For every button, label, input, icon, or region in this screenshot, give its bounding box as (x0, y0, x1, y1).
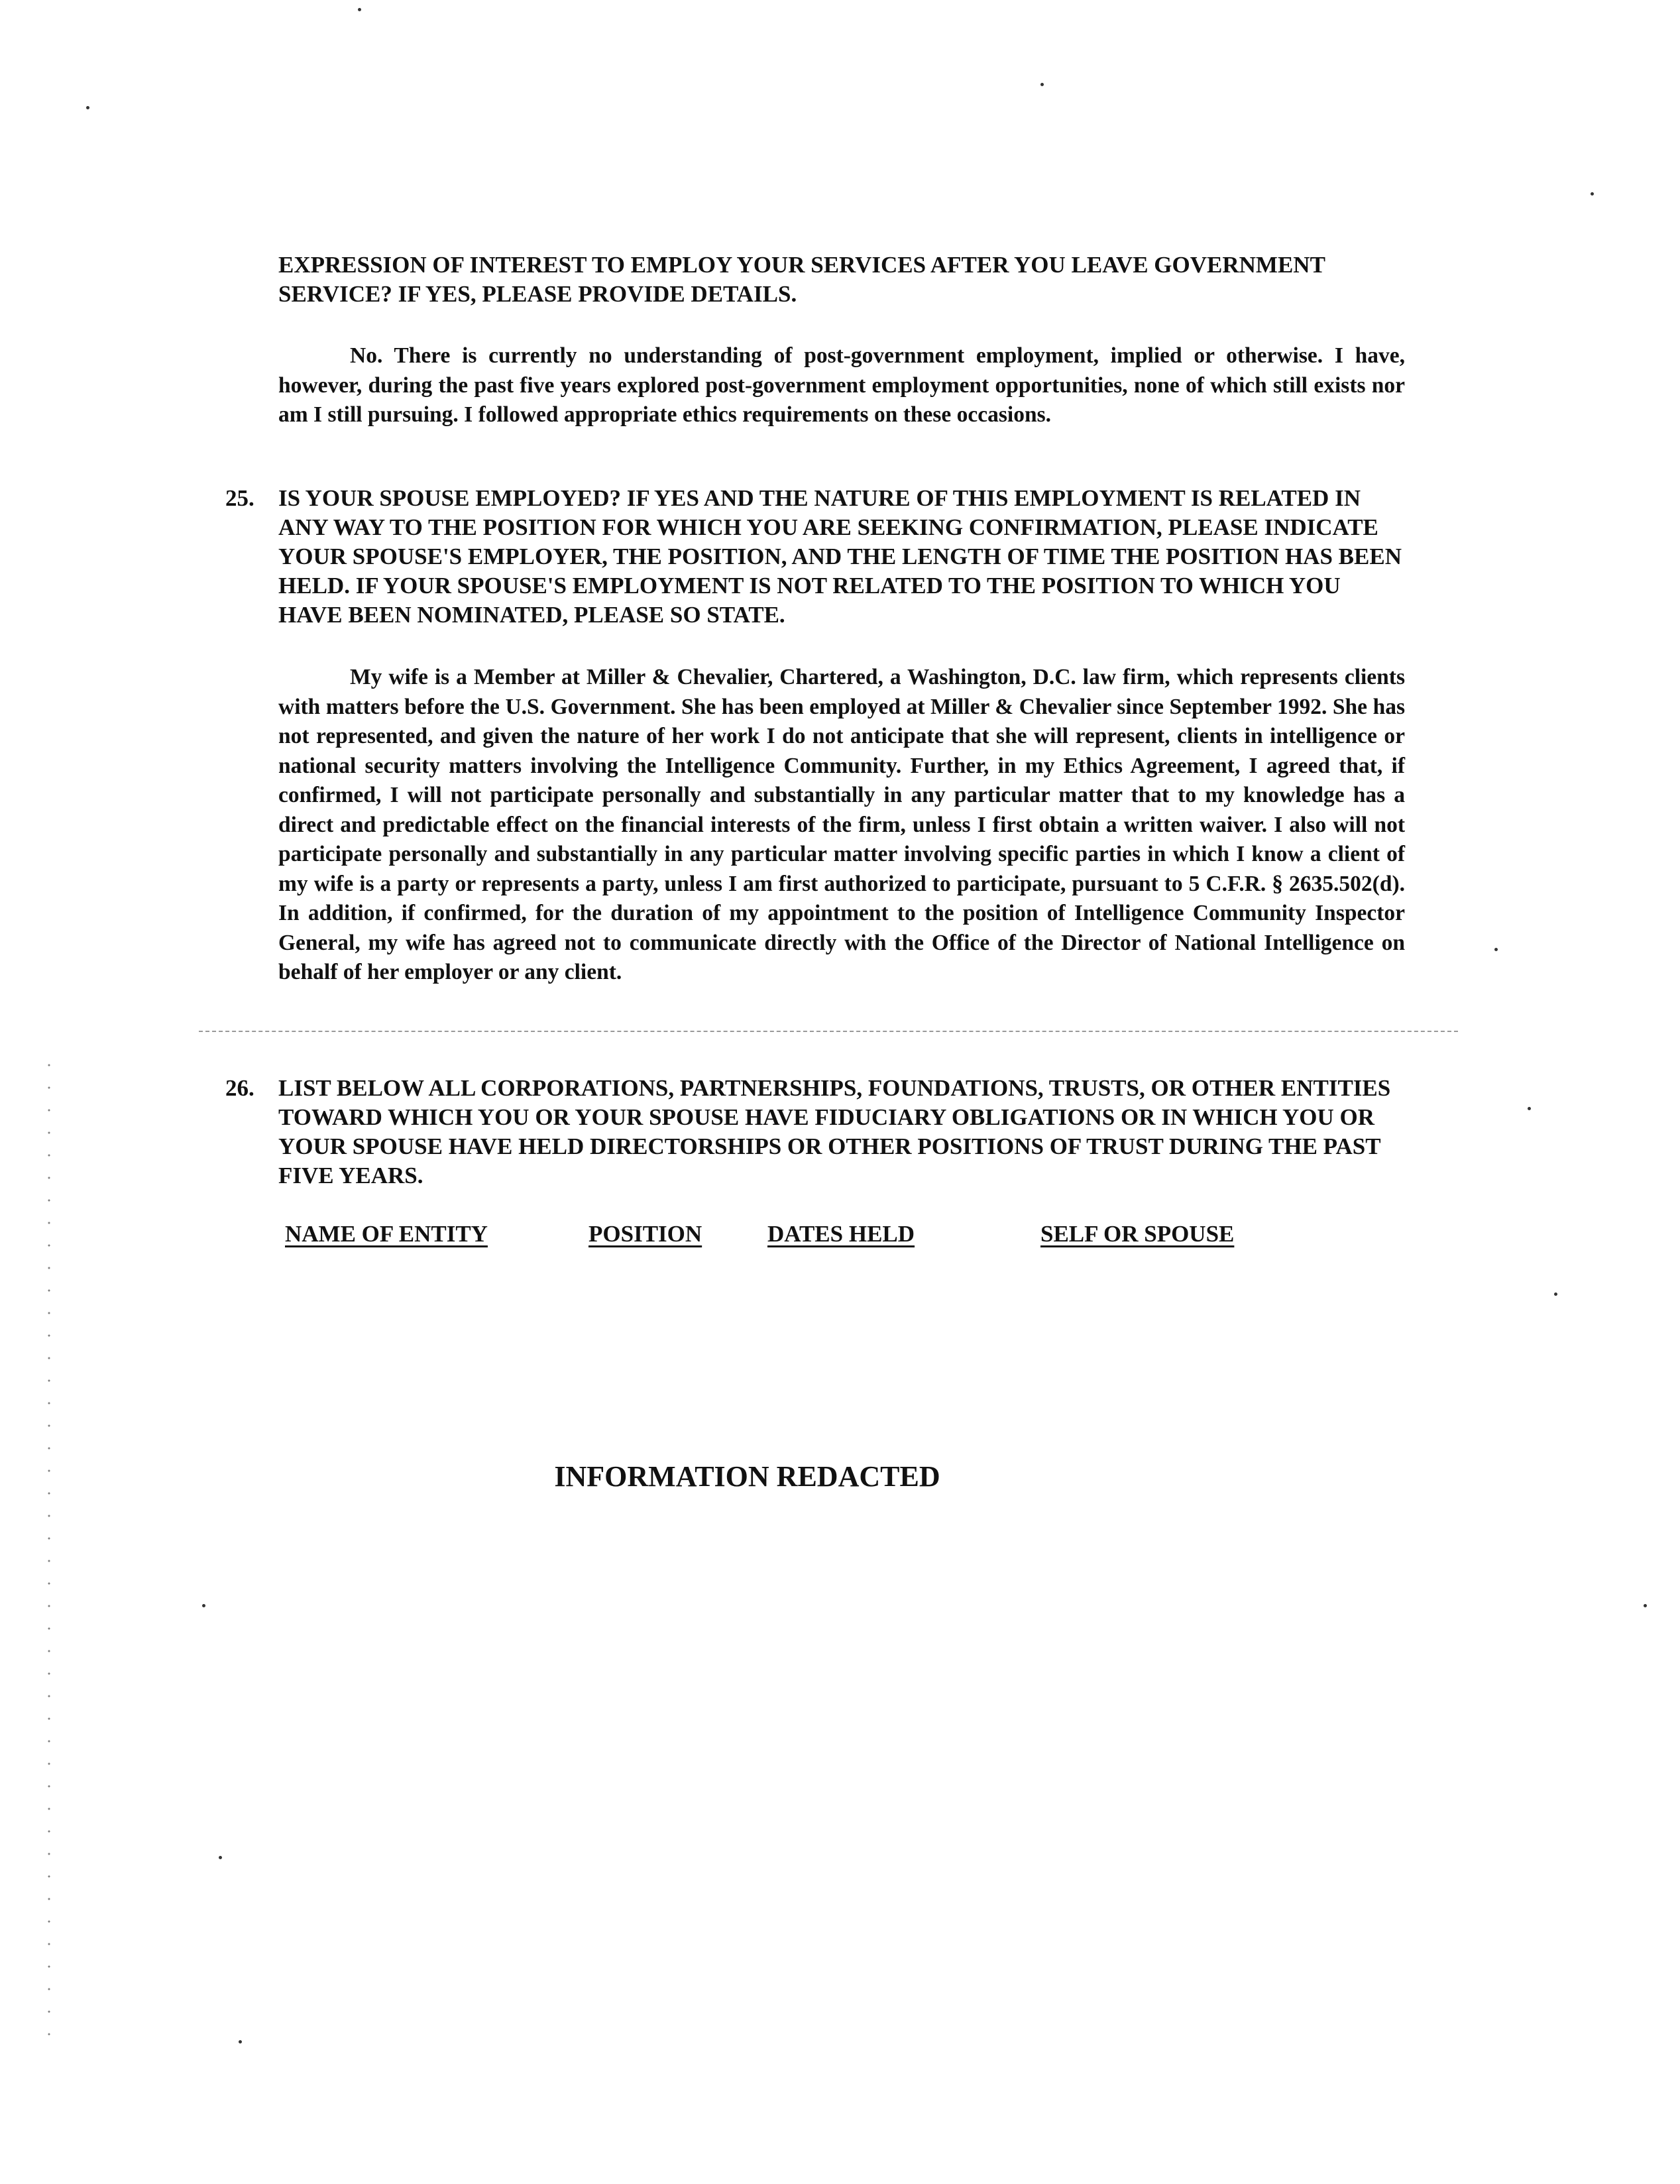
column-name-of-entity: NAME OF ENTITY (285, 1221, 488, 1247)
scan-speck (1644, 1604, 1647, 1607)
continued-question-24: EXPRESSION OF INTEREST TO EMPLOY YOUR SERVICES AFTER YOU LEAVE GOVERNMENT SERVICE? IF YES, PLEASE PROVIDE DETAILS. (278, 252, 1325, 307)
scan-margin-artifact (48, 1054, 50, 2048)
scan-speck (1591, 192, 1594, 196)
scan-speck (219, 1856, 222, 1859)
scan-dash-artifact (199, 1031, 1458, 1032)
scan-speck (358, 8, 361, 11)
scan-speck (1040, 83, 1044, 86)
question-26-number: 26. (225, 1075, 254, 1101)
redaction-notice: INFORMATION REDACTED (554, 1460, 940, 1493)
scan-speck (202, 1604, 205, 1607)
scan-speck (1554, 1293, 1557, 1296)
scan-speck (1494, 948, 1498, 951)
entity-table-header (285, 1220, 1345, 1253)
question-25-number: 25. (225, 485, 254, 511)
answer-25: My wife is a Member at Miller & Chevalier, Chartered, a Washington, D.C. law firm, which represents clients with matters before the U.S. Government. She has been employed at Miller & Chevalier since September 1992. She has not represented, and given the nature of her work I do not anticipate that she will represent, clients in intelligence or national security matters involving the Intelligence Community. Further, in my Ethics Agreement, I agreed that, if confirmed, I will not participate personally and substantially in any particular matter that to my knowledge has a direct and predictable effect on the financial interests of the firm, unless I first obtain a written waiver. I also will not participate personally and substantially in any particular matter involving specific parties in which I know a client of my wife is a party or represents a party, unless I am first authorized to participate, pursuant to 5 C.F.R. § 2635.502(d). In addition, if confirmed, for the duration of my appointment to the position of Intelligence Community Inspector General, my wife has agreed not to communicate directly with the Office of the Director of National Intelligence on behalf of her employer or any client. (278, 665, 1405, 984)
column-position: POSITION (588, 1221, 702, 1247)
scan-speck (1528, 1107, 1531, 1110)
question-26-text: LIST BELOW ALL CORPORATIONS, PARTNERSHIPS, FOUNDATIONS, TRUSTS, OR OTHER ENTITIES TOWARD WHICH YOU OR YOUR SPOUSE HAVE FIDUCIARY OBLIGATIONS OR IN WHICH YOU OR YOUR SPOUSE HAVE HELD DIRECTORSHIPS OR OTHER POSITIONS OF TRUST DURING THE PAST FIVE YEARS. (278, 1075, 1391, 1188)
column-dates-held: DATES HELD (767, 1221, 915, 1247)
answer-24: No. There is currently no understanding of post-government employment, implied or otherwise. I have, however, during the past five years explored post-government employment opportunities, none of which still exists nor am I still pursuing. I followed appropriate ethics requirements on these occasions. (278, 343, 1405, 427)
scan-speck (86, 106, 89, 109)
question-25 (225, 484, 1405, 630)
scan-speck (239, 2040, 242, 2043)
column-self-or-spouse: SELF OR SPOUSE (1040, 1221, 1235, 1247)
question-26 (225, 1074, 1405, 1190)
question-25-text: IS YOUR SPOUSE EMPLOYED? IF YES AND THE NATURE OF THIS EMPLOYMENT IS RELATED IN ANY WAY TO THE POSITION FOR WHICH YOU ARE SEEKING CONFIRMATION, PLEASE INDICATE YOUR SPOUSE'S EMPLOYER, THE POSITION, AND THE LENGTH OF TIME THE POSITION HAS BEEN HELD. IF YOUR SPOUSE'S EMPLOYMENT IS NOT RELATED TO THE POSITION TO WHICH YOU HAVE BEEN NOMINATED, PLEASE SO STATE. (278, 485, 1402, 628)
